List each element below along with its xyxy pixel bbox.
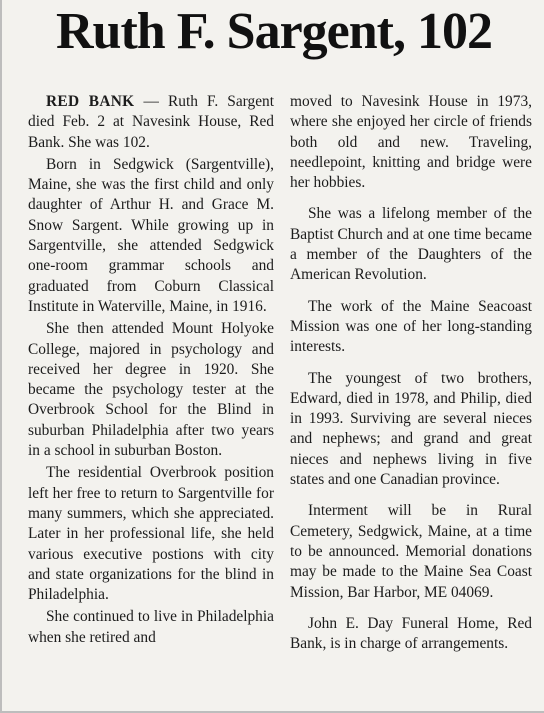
paragraph-3: She then attended Mount Holyoke College, majored in psychology and received her degree in 1920. She became the psychology tester at the Overbrook School for the Blind in suburban Philadelphia after two years in a school in suburban Boston. bbox=[28, 320, 274, 460]
obituary-headline: Ruth F. Sargent, 102 bbox=[55, 3, 492, 60]
dateline: RED BANK bbox=[46, 93, 135, 110]
paragraph-8: The work of the Maine Seacoast Mission was one of her long-standing interests. bbox=[290, 297, 532, 356]
paragraph-4: The residential Overbrook position left her free to return to Sargentville for many summers, which she appreciated. Later in her professional life, she held various executive postions with city and state organizations for the blind in Philadelphia. bbox=[28, 464, 274, 604]
paragraph-11: John E. Day Funeral Home, Red Bank, is in charge of arrangements. bbox=[290, 614, 532, 653]
left-column bbox=[28, 92, 274, 650]
paragraph-7: She was a lifelong member of the Baptist Church and at one time became a member of the Daughters of the American Revolution. bbox=[290, 205, 532, 284]
paragraph-9: The youngest of two brothers, Edward, died in 1978, and Philip, died in 1993. Surviving are several nieces and nephews; and grand and great nieces and nephews living in five states and one Canadian province. bbox=[290, 369, 532, 489]
paragraph-10: Interment will be in Rural Cemetery, Sedgwick, Maine, at a time to be announced. Memorial donations may be made to the Maine Sea Coast Mission, Bar Harbor, ME 04069. bbox=[290, 502, 532, 601]
paragraph-1 bbox=[28, 92, 274, 153]
paragraph-6: moved to Navesink House in 1973, where she enjoyed her circle of friends both old and new. Traveling, needlepoint, knitting and bridge were her hobbies. bbox=[290, 93, 532, 192]
paragraph-1-text: — Ruth F. Sargent died Feb. 2 at Navesink House, Red Bank. She was 102. bbox=[28, 93, 275, 151]
paragraph-2: Born in Sedgwick (Sargentville), Maine, she was the first child and only daughter of Arthur H. and Grace M. Snow Sargent. While growing up in Sargentville, she attended Sedgwick one-room grammar schools and graduated from Coburn Classical Institute in Waterville, Maine, in 1916. bbox=[28, 155, 274, 315]
paragraph-5: She continued to live in Philadelphia when she retired and bbox=[28, 608, 274, 646]
right-column bbox=[290, 92, 532, 664]
